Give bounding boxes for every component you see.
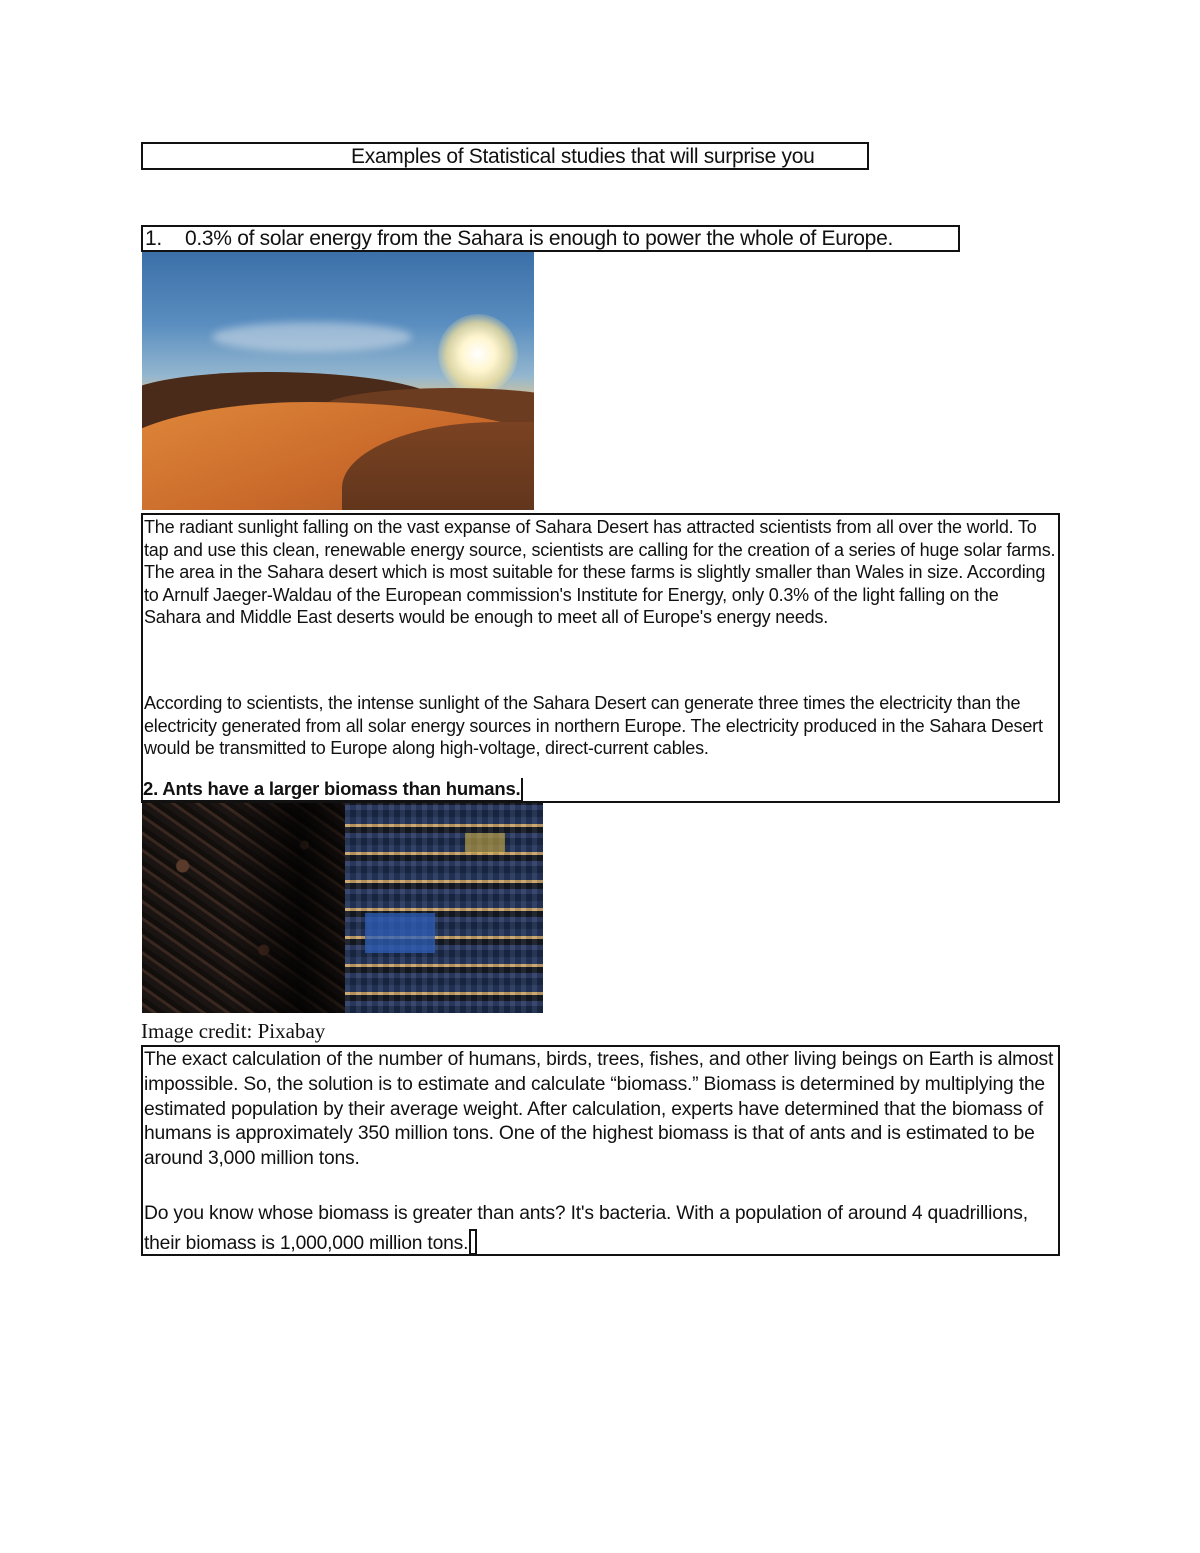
document-title: Examples of Statistical studies that will surprise you bbox=[351, 145, 815, 168]
section-1-paragraph-1: The radiant sunlight falling on the vast expanse of Sahara Desert has attracted scientists from all over the world. To tap and use this clean, renewable energy source, scientists are calling for the creation of a series of huge solar farms. The area in the Sahara desert which is most suitable for these farms is slightly smaller than Wales in size. According to Arnulf Jaeger-Waldau of the European commission's Institute for Energy, only 0.3% of the light falling on the Sahara and Middle East deserts would be enough to meet all of Europe's energy needs. bbox=[144, 517, 1056, 628]
section-1-text-box bbox=[141, 513, 1060, 803]
section-1-heading-text: 0.3% of solar energy from the Sahara is enough to power the whole of Europe. bbox=[185, 227, 893, 250]
ants-photo-shadow bbox=[232, 803, 345, 1013]
photo-sun bbox=[438, 314, 518, 394]
section-2-paragraph-2-wrapper bbox=[144, 1199, 1060, 1259]
crowd-banner bbox=[465, 833, 505, 853]
section-1-paragraph-2: According to scientists, the intense sunlight of the Sahara Desert can generate three times the electricity than the electricity generated from all solar energy sources in northern Europe. The electricity produced in the Sahara Desert would be transmitted to Europe along high-voltage, direct-current cables. bbox=[144, 693, 1043, 759]
section-2-paragraph-1: The exact calculation of the number of humans, birds, trees, fishes, and other living beings on Earth is almost impossible. So, the solution is to estimate and calculate “biomass.” Biomass is determined by multiplying the estimated population by their average weight. After calculation, experts have determined that the biomass of humans is approximately 350 million tons. One of the highest biomass is that of ants and is estimated to be around 3,000 million tons. bbox=[144, 1049, 1054, 1170]
title-box bbox=[141, 142, 869, 170]
human-crowd-photo bbox=[345, 803, 543, 1013]
section-2-heading: 2. Ants have a larger biomass than humans. bbox=[143, 778, 523, 802]
crowd-flag bbox=[365, 913, 435, 953]
section-2-paragraph-2: Do you know whose biomass is greater than ants? It's bacteria. With a population of around 4 quadrillions, their biomass is 1,000,000 million tons. bbox=[144, 1203, 1028, 1254]
photo-cloud bbox=[212, 322, 412, 352]
text-cursor-mark bbox=[469, 1229, 477, 1255]
section-1-heading bbox=[145, 227, 893, 251]
section-2-text-box bbox=[141, 1045, 1060, 1256]
section-1-heading-box bbox=[141, 225, 960, 252]
ants-photo bbox=[142, 803, 345, 1013]
section-1-number: 1. bbox=[145, 227, 162, 250]
image-credit: Image credit: Pixabay bbox=[141, 1019, 326, 1043]
sahara-desert-photo bbox=[142, 252, 534, 510]
